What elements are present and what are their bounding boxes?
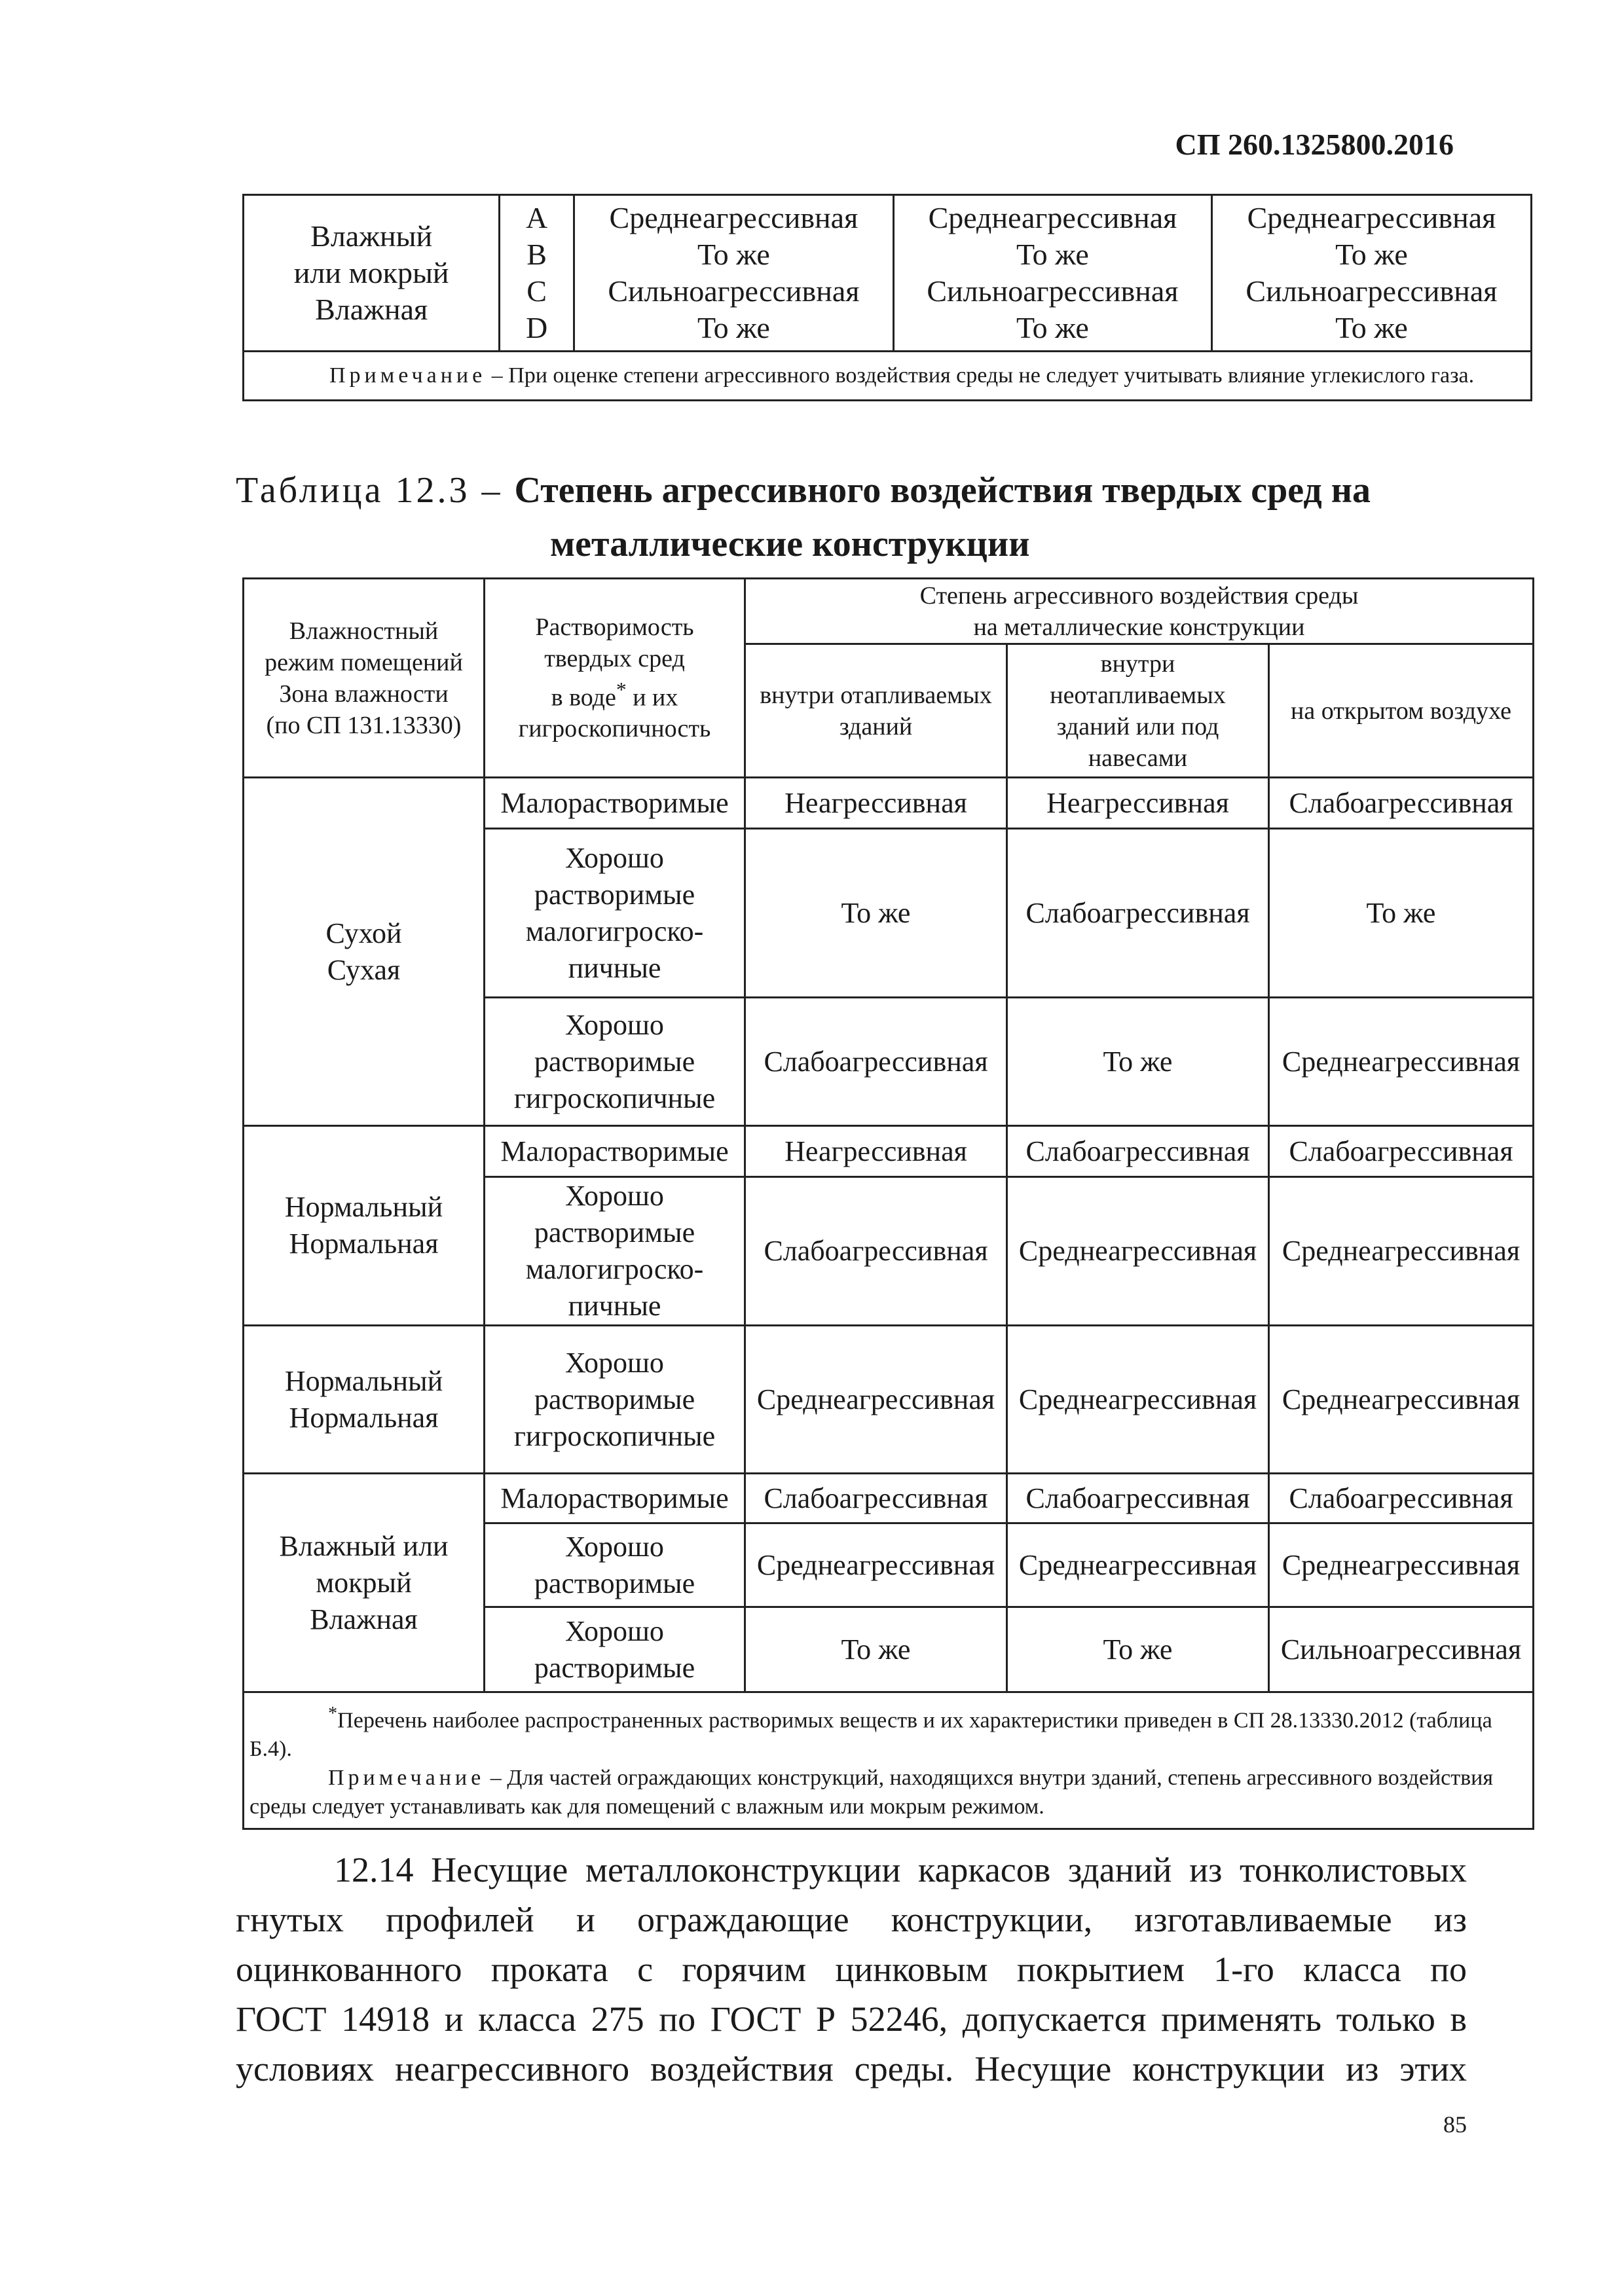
solubility-cell: Хорошо растворимые [485,1607,745,1692]
paragraph-line: 12.14 Несущие металлоконструкции каркасов зданий из тонколистовых [334,1850,1467,1889]
aggression-value: То же [1016,311,1089,344]
solubility-cell: Хорошо растворимые гигроскопичные [485,1326,745,1474]
aggression-value: То же [697,311,770,344]
aggression-value: То же [1335,238,1408,271]
table-note-row [244,352,1532,401]
aggression-value: То же [1007,1607,1269,1692]
aggression-value: То же [745,829,1007,998]
header-line: (по СП 131.13330) [266,711,462,739]
previous-table-continuation [242,194,1532,401]
aggression-value: Среднеагрессивная [1247,201,1496,234]
table-row [244,1326,1534,1474]
note-text: – Для частей ограждающих конструкций, находящихся внутри зданий, степень агрессивного воздействия среды следует устанавливать как для помещений с влажным или мокрым режимом. [249,1766,1493,1819]
caption-title-cont: металлические конструкции [550,524,1030,564]
paragraph-12-14 [236,1845,1467,2094]
paragraph-line: условиях неагрессивного воздействия среды. Несущие конструкции из этих [236,2049,1467,2088]
note-text: – При оценке степени агрессивного воздействия среды не следует учитывать влияние углекислого газа. [486,363,1475,388]
aggression-value: Слабоагрессивная [745,998,1007,1126]
header-line: Влажностный [289,617,439,645]
main-table [242,577,1534,1830]
table-row [244,1126,1534,1177]
solubility-cell: Хорошо растворимые малогигроско-пичные [485,829,745,998]
aggression-value: То же [745,1607,1007,1692]
aggression-value: Слабоагрессивная [1007,829,1269,998]
table-row [244,1474,1534,1523]
aggression-value: Неагрессивная [745,778,1007,829]
table-row [244,778,1534,829]
aggression-value: То же [1269,829,1534,998]
zone-letter: A [525,201,548,234]
table-caption [236,464,1467,571]
aggression-value: То же [1335,311,1408,344]
aggression-value: Слабоагрессивная [745,1474,1007,1523]
paragraph-line: ГОСТ 14918 и класса 275 по ГОСТ Р 52246, допускается применять только в [236,1999,1467,2039]
aggression-value: Среднеагрессивная [1007,1177,1269,1326]
aggression-value: Среднеагрессивная [1007,1326,1269,1474]
humidity-zone: Нормальная [289,1401,439,1434]
humidity-mode: Сухой [325,917,402,949]
header-solubility [485,579,745,778]
humidity-mode-cell [244,1126,485,1326]
zone-cell [500,195,574,352]
header-humidity-mode [244,579,485,778]
aggression-value: Среднеагрессивная [745,1326,1007,1474]
env-zone-label: Влажная [315,293,428,326]
caption-title: Степень агрессивного воздействия твердых сред на [514,470,1371,511]
header-line: гигроскопичность [518,715,711,743]
humidity-mode-cell [244,1326,485,1474]
solubility-cell: Малорастворимые [485,1126,745,1177]
aggression-value: Слабоагрессивная [1007,1474,1269,1523]
header-line: твердых сред [544,644,685,672]
solubility-cell: Малорастворимые [485,778,745,829]
humidity-zone: Влажная [310,1603,418,1635]
aggression-cell [574,195,893,352]
humidity-mode: Влажный или мокрый [279,1529,449,1599]
note-prefix: Примечание [329,363,487,388]
humidity-zone: Сухая [327,953,401,986]
header-line: Растворимость [535,613,694,641]
aggression-value: То же [697,238,770,271]
header-open-air: на открытом воздухе [1269,644,1534,778]
humidity-mode: Нормальный [284,1191,443,1223]
header-aggression-group [745,579,1534,644]
aggression-value: Слабоагрессивная [745,1177,1007,1326]
caption-lead: Таблица 12.3 – [236,470,515,511]
zone-letter: B [526,238,547,271]
aggression-value: То же [1016,238,1089,271]
page-number: 85 [1443,2111,1467,2138]
table-notes-row [244,1692,1534,1829]
aggression-value: Сильноагрессивная [927,274,1179,308]
humidity-zone: Нормальная [289,1228,439,1260]
paragraph-line: гнутых профилей и ограждающие конструкции, изготавливаемые из [236,1900,1467,1939]
env-label: Влажный [310,219,433,253]
aggression-value: Неагрессивная [745,1126,1007,1177]
header-line: на металлические конструкции [973,613,1305,641]
paragraph-line: оцинкованного проката с горячим цинковым покрытием 1-го класса по [236,1950,1467,1989]
aggression-value: Неагрессивная [1007,778,1269,829]
footnote-marker: * [616,678,627,701]
table-note [249,1764,1527,1821]
aggression-value: Сильноагрессивная [608,274,860,308]
header-line: Зона влажности [279,680,449,708]
solubility-cell: Малорастворимые [485,1474,745,1523]
aggression-value: Среднеагрессивная [745,1523,1007,1607]
header-text: в воде [551,683,616,712]
env-label: или мокрый [293,256,449,289]
aggression-value: Среднеагрессивная [1269,1523,1534,1607]
aggression-value: Слабоагрессивная [1269,778,1534,829]
aggression-cell [1211,195,1531,352]
zone-letter: C [526,274,547,308]
aggression-value: Среднеагрессивная [928,201,1177,234]
header-heated-buildings: внутри отапливаемых зданий [745,644,1007,778]
zone-letter: D [525,311,548,344]
solubility-cell: Хорошо растворимые гигроскопичные [485,998,745,1126]
aggression-value: Среднеагрессивная [609,201,858,234]
note-prefix: Примечание [328,1766,485,1791]
header-line: Степень агрессивного воздействия среды [919,581,1359,610]
solubility-cell: Хорошо растворимые малогигроско-пичные [485,1177,745,1326]
header-unheated-buildings: внутри неотапливаемых зданий или под навесами [1007,644,1269,778]
aggression-value: Слабоагрессивная [1269,1126,1534,1177]
table-notes [244,1692,1534,1829]
aggression-value: Сильноагрессивная [1269,1607,1534,1692]
aggression-value: Среднеагрессивная [1269,1177,1534,1326]
document-code-header: СП 260.1325800.2016 [1175,128,1454,161]
table-header-row [244,579,1534,644]
table-row [244,195,1532,352]
aggression-value: То же [1007,998,1269,1126]
aggression-value: Слабоагрессивная [1269,1474,1534,1523]
aggression-value: Среднеагрессивная [1007,1523,1269,1607]
header-line [489,674,740,714]
aggression-value: Слабоагрессивная [1007,1126,1269,1177]
table-note [244,352,1532,401]
solubility-cell: Хорошо растворимые [485,1523,745,1607]
aggression-cell [893,195,1211,352]
aggression-value: Среднеагрессивная [1269,998,1534,1126]
env-cell [244,195,500,352]
humidity-mode-cell [244,1474,485,1692]
header-line: режим помещений [265,648,463,676]
footnote-text: Перечень наиболее распространенных растворимых веществ и их характеристики приведен в СП 28.13330.2012 (таблица Б.4). [249,1708,1492,1762]
header-text: и их [626,683,678,712]
aggression-value: Среднеагрессивная [1269,1326,1534,1474]
footnote-marker: * [328,1704,338,1724]
humidity-mode: Нормальный [284,1364,443,1397]
humidity-mode-cell [244,778,485,1126]
table-footnote [249,1700,1527,1764]
aggression-value: Сильноагрессивная [1246,274,1498,308]
